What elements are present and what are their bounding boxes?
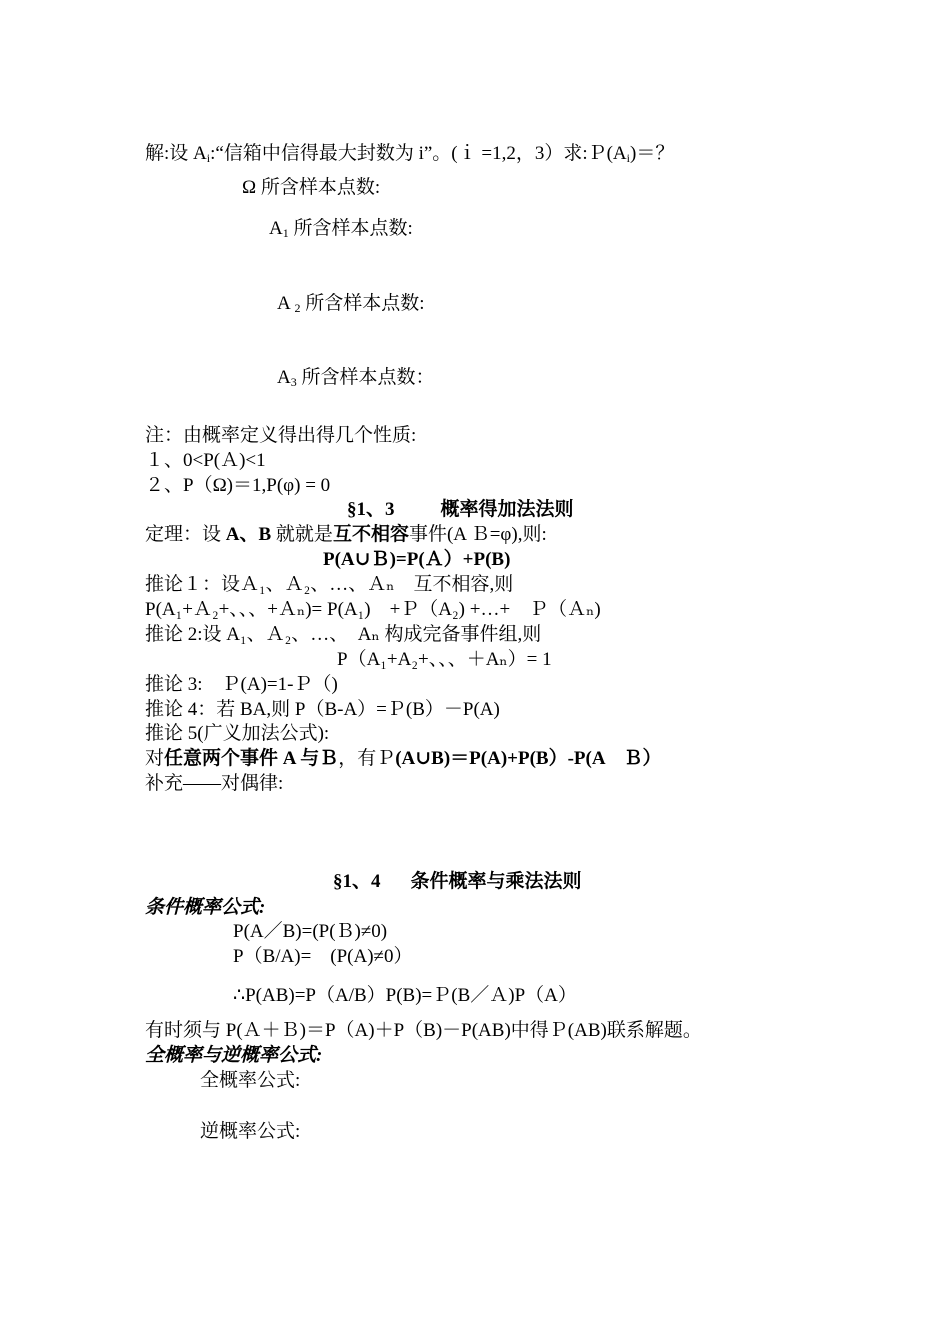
- solution-sub-i2: i: [626, 151, 630, 165]
- theorem-ab: A、B: [225, 524, 272, 545]
- theorem-bold: 互不相容: [332, 524, 409, 545]
- supplement-duality: 补充——对偶律:: [145, 773, 284, 794]
- sometimes-note: 有时须与 P(Ａ＋Ｂ)＝P（A)＋P（B)－P(AB)中得Ｐ(AB)联系解题。: [145, 1020, 702, 1041]
- solution-text: :“信箱中信得最大封数为 i”。(ｉ =1,2，3）求:Ｐ(A: [210, 143, 627, 164]
- total-probability-label: 全概率公式:: [200, 1070, 301, 1091]
- theorem-end: 事件(A Ｂ=φ),则:: [408, 524, 547, 545]
- a2-label: [277, 292, 424, 320]
- section-1-4-heading: [333, 870, 582, 894]
- conditional-title: 条件概率公式:: [145, 897, 266, 918]
- inverse-probability-label: 逆概率公式:: [200, 1121, 301, 1142]
- note-title: 注：由概率定义得出得几个性质:: [145, 425, 417, 446]
- corollary-1-line-2: P(A₁+Ａ₂+、、、+Ａₙ)= P(A₁) +Ｐ（A₂) +…+ Ｐ（Ａₙ): [145, 599, 601, 620]
- corollary-5-bold-1: 任意两个事件 A 与Ｂ: [164, 748, 339, 769]
- a1-text: 所含样本点数:: [293, 218, 413, 239]
- a1-base: A: [269, 218, 283, 239]
- corollary-1-line-1: 推论１：设Ａ₁、Ａ₂、…、Ａₙ 互不相容,则: [145, 574, 514, 595]
- theorem-prefix: 定理：设: [145, 524, 226, 545]
- section-1-4-title: 条件概率与乘法法则: [410, 871, 582, 892]
- total-probability-title: 全概率与逆概率公式:: [145, 1045, 323, 1066]
- corollary-5-title: 推论 5(广义加法公式):: [145, 723, 330, 744]
- corollary-5-formula: [145, 747, 662, 771]
- solution-sub-i: i: [206, 151, 211, 165]
- corollary-5-prefix: 对: [145, 748, 165, 769]
- a3-base: A: [277, 367, 291, 388]
- corollary-2-line-1: 推论 2:设 A₁、Ａ₂、…、 Aₙ 构成完备事件组,则: [145, 624, 542, 645]
- a2-text: 所含样本点数:: [305, 293, 425, 314]
- addition-formula: P(A∪Ｂ)=P(Ａ）+P(B): [323, 549, 511, 570]
- omega-label: Ω 所含样本点数:: [242, 177, 381, 198]
- corollary-3: 推论 3: Ｐ(A)=1-Ｐ（): [145, 674, 338, 695]
- a3-sub: 3: [290, 375, 297, 389]
- conditional-formula-3: ∴P(AB)=P（A/B）P(B)=Ｐ(B／Ａ)P（A）: [233, 985, 577, 1006]
- solution-end: )＝？: [630, 143, 675, 164]
- note-property-1: １、0<P(Ａ)<1: [145, 450, 266, 471]
- section-1-3-title: 概率得加法法则: [440, 499, 574, 520]
- a1-label: [269, 217, 413, 245]
- a1-sub: 1: [282, 226, 289, 240]
- corollary-5-mid: ，有Ｐ: [338, 748, 396, 769]
- theorem-line: [145, 523, 547, 547]
- a2-sub: 2: [294, 301, 301, 315]
- a3-label: [277, 366, 435, 394]
- section-1-4-number: §1、4: [333, 871, 381, 892]
- corollary-4: 推论 4：若 BA,则 P（B-A）=Ｐ(B）－P(A): [145, 699, 500, 720]
- conditional-formula-2: P（B/A)= (P(A)≠0）: [233, 946, 413, 967]
- section-1-3-number: §1、3: [347, 499, 395, 520]
- corollary-2-line-2: P（A₁+A₂+、、、＋Aₙ）= 1: [337, 649, 552, 670]
- section-1-3-heading: [347, 498, 574, 522]
- solution-line: [145, 142, 674, 170]
- solution-prefix: 解:设 A: [145, 143, 207, 164]
- note-property-2: ２、P（Ω)＝1,P(φ) = 0: [145, 475, 331, 496]
- corollary-5-bold-2: (A∪B)＝P(A)+P(B）-P(A Ｂ）: [395, 748, 662, 769]
- a2-base: A: [277, 293, 290, 314]
- a3-text: 所含样本点数：: [301, 367, 435, 388]
- conditional-formula-1: P(A／B)=(P(Ｂ)≠0): [233, 921, 388, 942]
- theorem-mid: 就就是: [271, 524, 333, 545]
